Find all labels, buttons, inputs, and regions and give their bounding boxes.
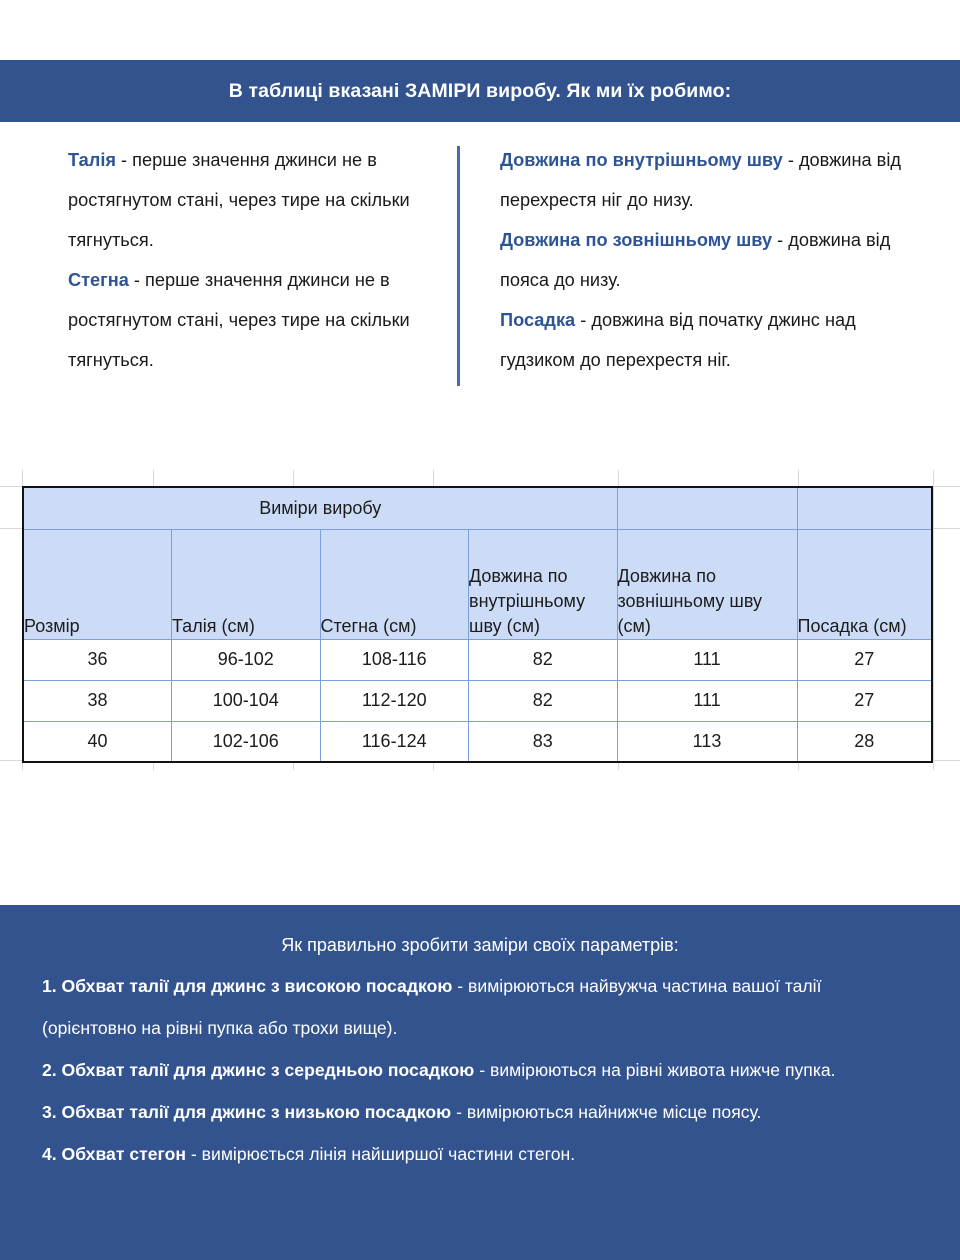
cell-hips: 112-120 [320,680,469,721]
column-header-size: Розмір [23,529,172,639]
cell-waist: 102-106 [172,721,321,762]
top-banner-title: В таблиці вказані ЗАМІРИ виробу. Як ми їх робимо: [228,79,732,102]
instruction-1-bold: 1. Обхват талії для джинс з високою посадкою [42,976,453,996]
explanations-right-column [500,140,930,380]
cell-rise: 28 [797,721,932,762]
cell-size: 36 [23,639,172,680]
top-banner [0,60,960,122]
explanation-outseam-dash: - [772,230,789,250]
instruction-item-4 [42,1133,918,1175]
merged-header-cell: Виміри виробу [23,487,617,529]
measuring-instructions-panel [0,905,960,1260]
explanation-waist-dash: - [116,150,133,170]
instruction-4-bold: 4. Обхват стегон [42,1144,186,1164]
explanation-hips-label: Стегна [68,270,129,290]
merged-header-blank-2 [797,487,932,529]
instruction-4-dash: - [186,1144,202,1164]
table-row [23,639,932,680]
table-row [23,680,932,721]
explanation-outseam-label: Довжина по зовнішньому шву [500,230,773,250]
instruction-1-text: вимірюються найвужча частина вашої талії (орієнтовно на рівні пупка або трохи вище). [42,976,822,1038]
instruction-item-2 [42,1049,918,1091]
sheet-gridline [933,470,934,770]
cell-waist: 100-104 [172,680,321,721]
column-header-inseam: Довжина по внутрішньому шву (см) [469,529,618,639]
cell-hips: 116-124 [320,721,469,762]
cell-inseam: 82 [469,680,618,721]
explanations-left-column [68,140,440,380]
cell-inseam: 83 [469,721,618,762]
explanation-hips [68,260,440,380]
cell-inseam: 82 [469,639,618,680]
cell-outseam: 111 [617,639,797,680]
merged-header-blank-1 [617,487,797,529]
table-row-merged-header [23,487,932,529]
instruction-3-bold: 3. Обхват талії для джинс з низькою посадкою [42,1102,452,1122]
explanation-waist-text: перше значення джинси не в ростягнутом стані, через тире на скільки тягнуться. [68,150,410,250]
cell-rise: 27 [797,680,932,721]
table-row-column-headers [23,529,932,639]
cell-waist: 96-102 [172,639,321,680]
instruction-item-1 [42,965,918,1049]
instruction-2-text: вимірюються на рівні живота нижче пупка. [489,1060,836,1080]
instruction-3-text: вимірюються найнижче місце поясу. [466,1102,762,1122]
measurements-sheet [0,470,960,770]
cell-outseam: 113 [617,721,797,762]
explanation-outseam [500,220,930,300]
cell-outseam: 111 [617,680,797,721]
explanation-rise-text: довжина від початку джинс над гудзиком до перехрестя ніг. [500,310,856,370]
explanation-hips-text: перше значення джинси не в ростягнутом стані, через тире на скільки тягнуться. [68,270,410,370]
instruction-2-dash: - [474,1060,490,1080]
instruction-item-3 [42,1091,918,1133]
explanation-hips-dash: - [128,270,146,290]
column-header-hips: Стегна (см) [320,529,469,639]
cell-size: 40 [23,721,172,762]
explanation-outseam-text: довжина від пояса до низу. [500,230,891,290]
measurements-table [22,486,933,763]
instruction-3-dash: - [451,1102,467,1122]
table-row [23,721,932,762]
explanation-inseam-label: Довжина по внутрішньому шву [500,150,783,170]
instruction-2-bold: 2. Обхват талії для джинс з середньою посадкою [42,1060,475,1080]
column-header-outseam: Довжина по зовнішньому шву (см) [617,529,797,639]
explanation-waist [68,140,440,260]
explanation-rise-dash: - [575,310,592,330]
explanations-section [0,140,960,395]
explanation-inseam-dash: - [782,150,799,170]
instruction-1-dash: - [452,976,469,996]
cell-rise: 27 [797,639,932,680]
cell-hips: 108-116 [320,639,469,680]
cell-size: 38 [23,680,172,721]
instruction-4-text: вимірюється лінія найширшої частини стегон. [201,1144,576,1164]
column-header-rise: Посадка (см) [797,529,932,639]
explanation-inseam-text: довжина від перехрестя ніг до низу. [500,150,901,210]
explanation-waist-label: Талія [68,150,116,170]
column-header-waist: Талія (см) [172,529,321,639]
explanation-rise [500,300,930,380]
instructions-title: Як правильно зробити заміри своїх параметрів: [281,935,679,955]
column-divider [457,146,460,386]
explanation-inseam [500,140,930,220]
explanation-rise-label: Посадка [500,310,576,330]
